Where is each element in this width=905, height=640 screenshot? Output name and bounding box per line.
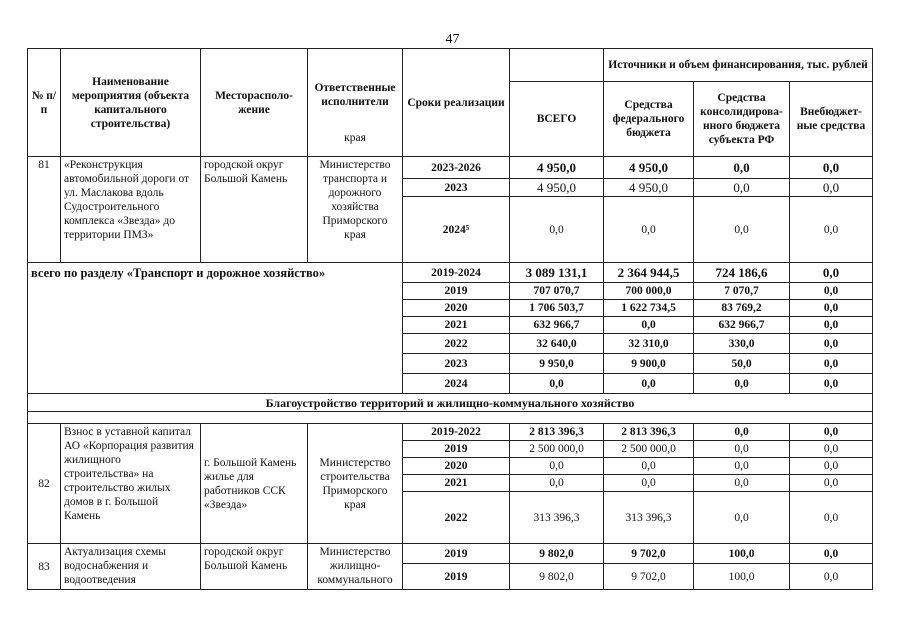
row82-regional: 0,0 [694, 492, 790, 544]
header-responsible [308, 49, 403, 157]
row81-name: «Реконструкция автомобильной дороги от ул. Маслакова вдоль Судостроительного комплекса «Звезда» до территории ПМЗ» [61, 157, 201, 263]
header-total: ВСЕГО [510, 82, 604, 157]
row81-extra: 0,0 [790, 179, 873, 197]
row82-federal: 0,0 [604, 475, 694, 492]
section-federal: 2 364 944,5 [604, 263, 694, 283]
row83-extra: 0,0 [790, 544, 873, 564]
row82-total: 0,0 [510, 458, 604, 475]
row81-year: 2023 [403, 179, 510, 197]
row83-year: 2019 [403, 564, 510, 590]
section2-title: Благоустройство территорий и жилищно-коммунального хозяйство [28, 394, 873, 412]
row82-location: г. Большой Камень жилье для работников ССК «Звезда» [201, 424, 308, 544]
row83-num: 83 [28, 544, 61, 590]
section-federal: 9 900,0 [604, 354, 694, 374]
section-extra: 0,0 [790, 354, 873, 374]
row83-year: 2019 [403, 544, 510, 564]
section-extra: 0,0 [790, 300, 873, 317]
financing-table [27, 48, 873, 590]
section-regional: 7 070,7 [694, 283, 790, 300]
section-federal: 0,0 [604, 374, 694, 394]
row83-responsible: Министерство жилищно-коммунального [308, 544, 403, 590]
section-total: 32 640,0 [510, 334, 604, 354]
row82-year: 2020 [403, 458, 510, 475]
table-row [28, 412, 873, 424]
row83-location: городской округ Большой Камень [201, 544, 308, 590]
section-extra: 0,0 [790, 317, 873, 334]
row82-regional: 0,0 [694, 424, 790, 441]
row82-name: Взнос в уставной капитал АО «Корпорация развития жилищного строительства» на строительство жилых домов в г. Большой Камень [61, 424, 201, 544]
header-continuation-word: края [344, 132, 366, 144]
section-total: 9 950,0 [510, 354, 604, 374]
row82-extra: 0,0 [790, 441, 873, 458]
header-num: № п/п [28, 49, 61, 157]
row81-regional: 0,0 [694, 197, 790, 263]
row82-num: 82 [28, 424, 61, 544]
row82-total: 2 500 000,0 [510, 441, 604, 458]
section-year: 2019 [403, 283, 510, 300]
row81-year: 2023-2026 [403, 157, 510, 179]
row81-responsible: Министерство транспорта и дорожного хозяйства Приморского края [308, 157, 403, 263]
section-total: 3 089 131,1 [510, 263, 604, 283]
section-federal: 700 000,0 [604, 283, 694, 300]
section-year: 2024 [403, 374, 510, 394]
section-regional: 83 769,2 [694, 300, 790, 317]
row83-regional: 100,0 [694, 544, 790, 564]
row82-year: 2019-2022 [403, 424, 510, 441]
row83-federal: 9 702,0 [604, 564, 694, 590]
spacer-row [28, 412, 873, 424]
section-federal: 0,0 [604, 317, 694, 334]
section-regional: 330,0 [694, 334, 790, 354]
header-extra: Внебюджет-ные средства [790, 82, 873, 157]
header-blank [510, 49, 604, 82]
section-federal: 1 622 734,5 [604, 300, 694, 317]
row81-federal: 0,0 [604, 197, 694, 263]
section-regional: 724 186,6 [694, 263, 790, 283]
row81-total: 4 950,0 [510, 157, 604, 179]
page-number: 47 [445, 32, 460, 47]
row82-total: 313 396,3 [510, 492, 604, 544]
section-year: 2020 [403, 300, 510, 317]
row82-year: 2019 [403, 441, 510, 458]
row81-federal: 4 950,0 [604, 157, 694, 179]
header-row [28, 49, 873, 82]
section-year: 2019-2024 [403, 263, 510, 283]
row82-regional: 0,0 [694, 458, 790, 475]
header-sources: Источники и объем финансирования, тыс. рублей [604, 49, 873, 82]
section-total: 1 706 503,7 [510, 300, 604, 317]
row81-year: 2024⁵ [403, 197, 510, 263]
row81-location: городской округ Большой Камень [201, 157, 308, 263]
section-regional: 50,0 [694, 354, 790, 374]
row82-extra: 0,0 [790, 492, 873, 544]
section-extra: 0,0 [790, 283, 873, 300]
row83-federal: 9 702,0 [604, 544, 694, 564]
row81-regional: 0,0 [694, 157, 790, 179]
table-row [28, 263, 873, 283]
section-extra: 0,0 [790, 263, 873, 283]
section-extra: 0,0 [790, 374, 873, 394]
row82-federal: 0,0 [604, 458, 694, 475]
section-federal: 32 310,0 [604, 334, 694, 354]
row83-regional: 100,0 [694, 564, 790, 590]
row83-total: 9 802,0 [510, 544, 604, 564]
row82-extra: 0,0 [790, 424, 873, 441]
row82-federal: 313 396,3 [604, 492, 694, 544]
row82-federal: 2 500 000,0 [604, 441, 694, 458]
section-regional: 632 966,7 [694, 317, 790, 334]
row81-num: 81 [28, 157, 61, 263]
row81-extra: 0,0 [790, 157, 873, 179]
row82-regional: 0,0 [694, 475, 790, 492]
row81-total: 0,0 [510, 197, 604, 263]
row82-year: 2022 [403, 492, 510, 544]
row82-responsible: Министерство строительства Приморского края [308, 424, 403, 544]
section-year: 2021 [403, 317, 510, 334]
row81-federal: 4 950,0 [604, 179, 694, 197]
row82-total: 0,0 [510, 475, 604, 492]
row82-extra: 0,0 [790, 475, 873, 492]
row82-total: 2 813 396,3 [510, 424, 604, 441]
header-federal: Средства федерального бюджета [604, 82, 694, 157]
section-total-label: всего по разделу «Транспорт и дорожное хозяйство» [28, 263, 403, 394]
section-total: 632 966,7 [510, 317, 604, 334]
row82-year: 2021 [403, 475, 510, 492]
row81-extra: 0,0 [790, 197, 873, 263]
row82-regional: 0,0 [694, 441, 790, 458]
row83-name: Актуализация схемы водоснабжения и водоотведения [61, 544, 201, 590]
header-location: Месторасполо-жение [201, 49, 308, 157]
row81-total: 4 950,0 [510, 179, 604, 197]
section-regional: 0,0 [694, 374, 790, 394]
section-year: 2022 [403, 334, 510, 354]
table-row [28, 544, 873, 564]
header-terms: Сроки реализации [403, 49, 510, 157]
section-extra: 0,0 [790, 334, 873, 354]
header-responsible-label: Ответственные исполнители [314, 82, 396, 108]
section-year: 2023 [403, 354, 510, 374]
row83-total: 9 802,0 [510, 564, 604, 590]
header-name: Наименование мероприятия (объекта капитального строительства) [61, 49, 201, 157]
table-row [28, 157, 873, 179]
section-total: 707 070,7 [510, 283, 604, 300]
header-regional: Средства консолидирова-нного бюджета субъекта РФ [694, 82, 790, 157]
row82-federal: 2 813 396,3 [604, 424, 694, 441]
section-total: 0,0 [510, 374, 604, 394]
row81-regional: 0,0 [694, 179, 790, 197]
row83-extra: 0,0 [790, 564, 873, 590]
row82-extra: 0,0 [790, 458, 873, 475]
table-row [28, 394, 873, 412]
table-row [28, 424, 873, 441]
